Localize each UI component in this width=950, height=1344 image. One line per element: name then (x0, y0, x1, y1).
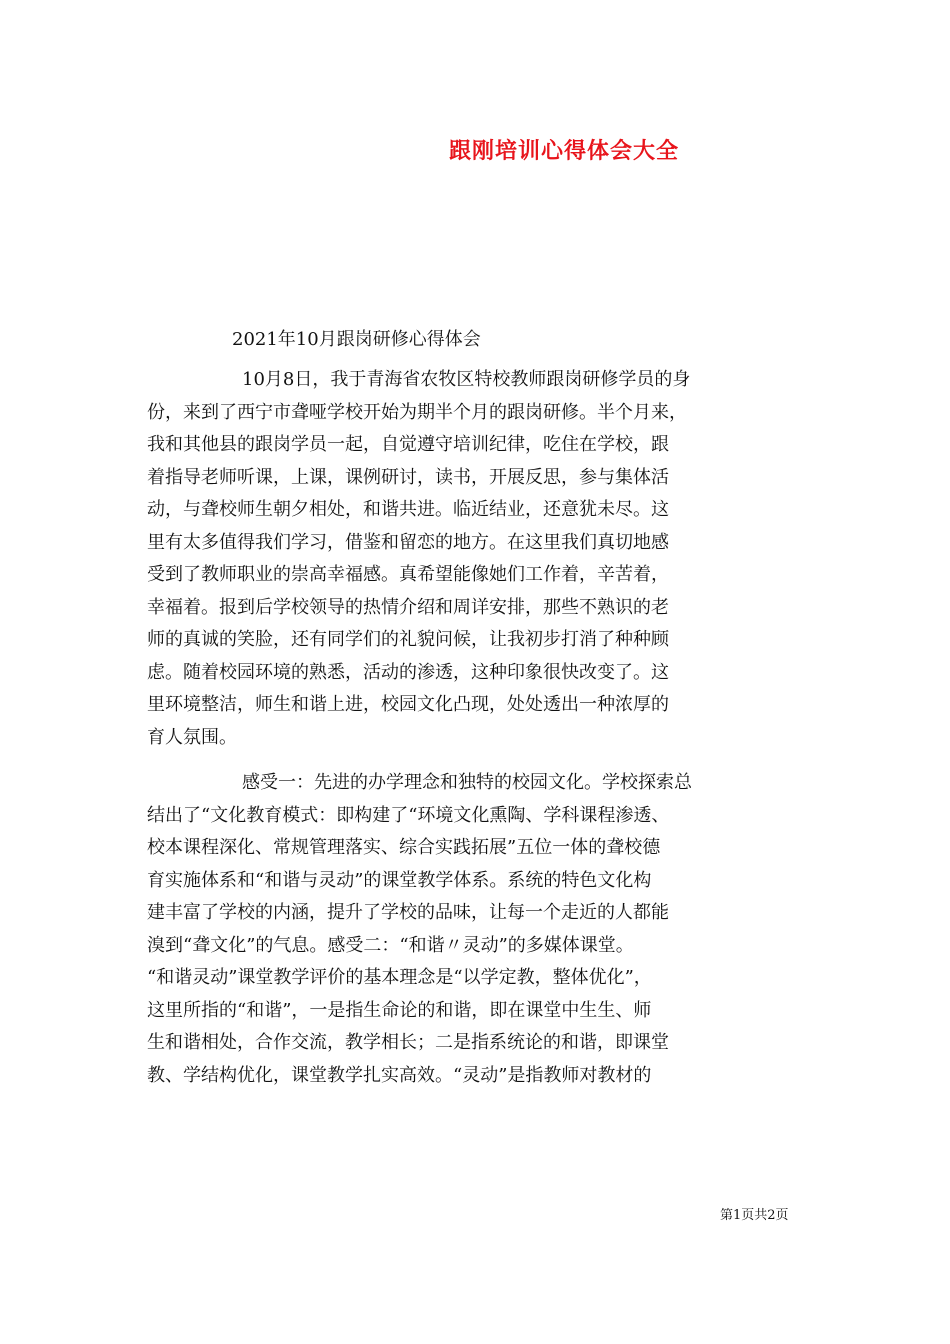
page-number-footer: 第1页共2页 (720, 1208, 789, 1223)
paragraph-line: 师的真诚的笑脸，还有同学们的礼貌问候，让我初步打消了种种顾 (147, 629, 669, 650)
paragraph-line: 建丰富了学校的内涵，提升了学校的品味，让每一个走近的人都能 (147, 902, 669, 923)
paragraph-line: 10月8日，我于青海省农牧区特校教师跟岗研修学员的身 (242, 369, 691, 390)
document-body (147, 364, 819, 1092)
paragraph-line: 育实施体系和“和谐与灵动”的课堂教学体系。系统的特色文化构 (147, 869, 652, 891)
page-title: 跟刚培训心得体会大全 (449, 138, 680, 164)
paragraph-line: 教、学结构优化，课堂教学扎实高效。“灵动”是指教师对教材的 (147, 1064, 652, 1086)
paragraph-spacer (147, 754, 819, 767)
paragraph-line: 动，与聋校师生朝夕相处，和谐共进。临近结业，还意犹未尽。这 (147, 499, 669, 520)
paragraph-line: 虑。随着校园环境的熟悉，活动的渗透，这种印象很快改变了。这 (147, 661, 669, 683)
paragraph-line: 着指导老师听课，上课，课例研讨，读书，开展反思，参与集体活 (147, 466, 669, 488)
paragraph-line: 溴到“聋文化”的气息。感受二：“和谐〃灵动”的多媒体课堂。 (147, 934, 634, 956)
paragraph-1 (147, 364, 819, 754)
paragraph-line: 幸福着。报到后学校领导的热情介绍和周详安排，那些不熟识的老 (147, 596, 669, 618)
paragraph-2 (147, 767, 819, 1092)
paragraph-line: 我和其他县的跟岗学员一起，自觉遵守培训纪律，吃住在学校，跟 (147, 434, 669, 455)
document-subtitle: 2021年10月跟岗研修心得体会 (232, 329, 481, 350)
paragraph-line: 里有太多值得我们学习，借鉴和留恋的地方。在这里我们真切地感 (147, 531, 669, 553)
paragraph-line: 结出了“文化教育模式：即构建了“环境文化熏陶、学科课程渗透、 (147, 804, 670, 826)
paragraph-line: 校本课程深化、常规管理落实、综合实践拓展”五位一体的聋校德 (147, 837, 661, 858)
paragraph-line: “和谐灵动”课堂教学评价的基本理念是“以学定教，整体优化”， (147, 967, 652, 988)
paragraph-line: 育人氛围。 (147, 726, 237, 748)
paragraph-line: 这里所指的“和谐”，一是指生命论的和谐，即在课堂中生生、师 (147, 999, 652, 1021)
paragraph-line: 里环境整洁，师生和谐上进，校园文化凸现，处处透出一种浓厚的 (147, 694, 669, 715)
paragraph-line: 生和谐相处，合作交流，教学相长；二是指系统论的和谐，即课堂 (147, 1032, 669, 1053)
paragraph-line: 份，来到了西宁市聋哑学校开始为期半个月的跟岗研修。半个月来， (147, 401, 687, 423)
paragraph-line: 感受一：先进的办学理念和独特的校园文化。学校探索总 (242, 772, 692, 793)
paragraph-line: 受到了教师职业的崇高幸福感。真希望能像她们工作着，辛苦着， (147, 564, 669, 585)
